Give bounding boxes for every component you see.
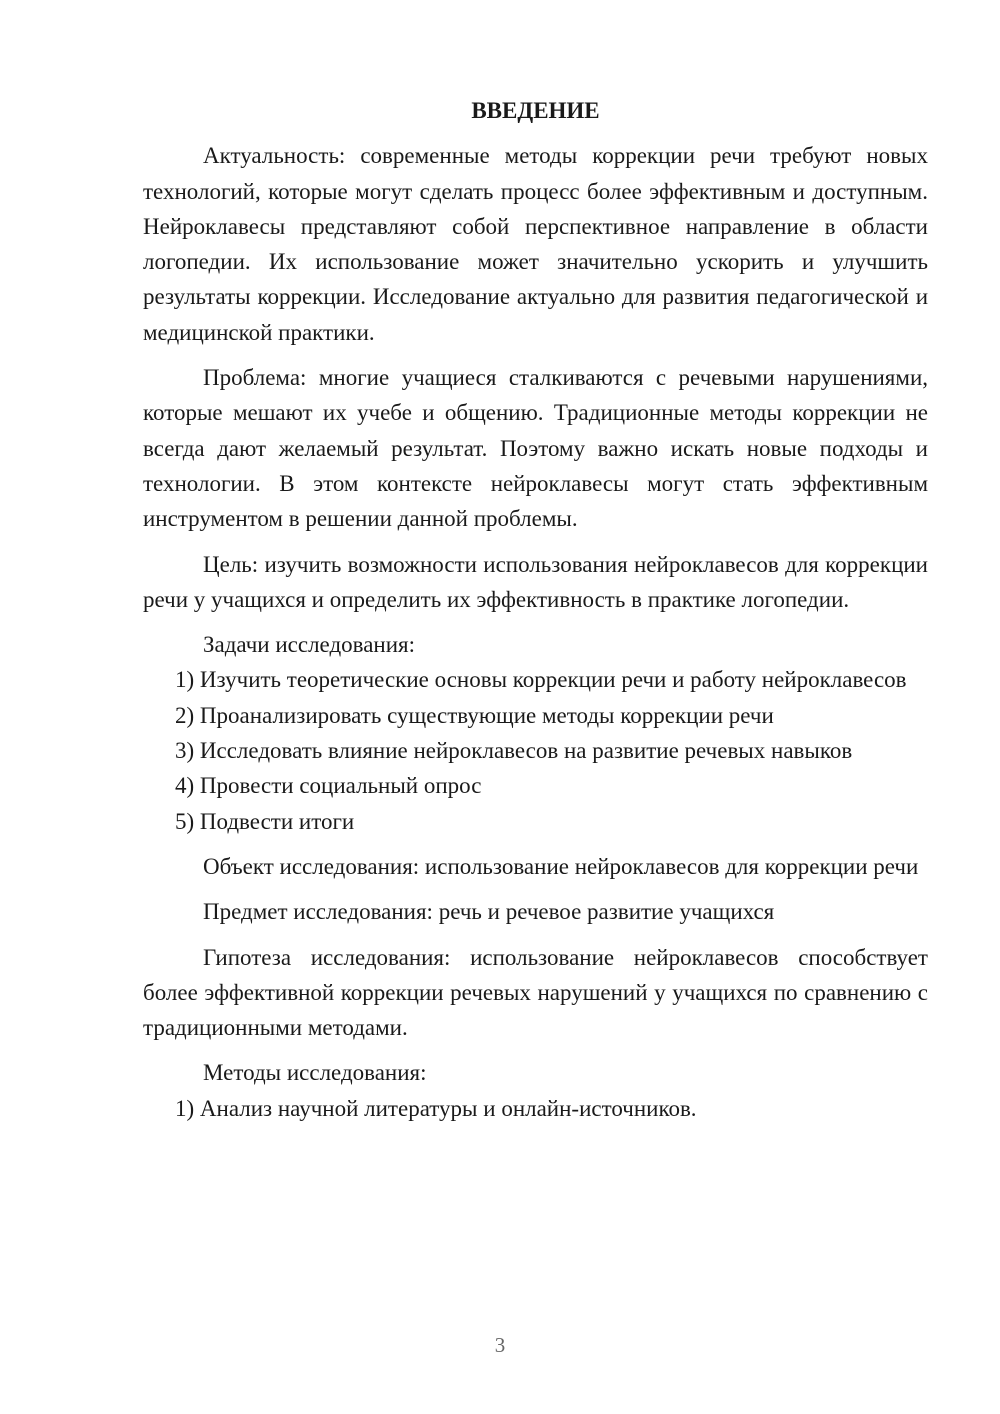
task-item-2: 2) Проанализировать существующие методы коррекции речи [175, 702, 774, 728]
paragraph-relevance: Актуальность: современные методы коррекции речи требуют новых технологий, которые могут сделать процесс более эффективным и доступным. Нейроклавесы представляют собой перспективное направление в области логопедии. Их использование может значительно ускорить и улучшить результаты коррекции. Исследование актуально для развития педагогической и медицинской практики. [143, 143, 928, 345]
method-item-1: 1) Анализ научной литературы и онлайн-источников. [175, 1095, 697, 1121]
paragraph-goal: Цель: изучить возможности использования нейроклавесов для коррекции речи у учащихся и определить их эффективность в практике логопедии. [143, 551, 928, 612]
tasks-heading: Задачи исследования: [203, 632, 416, 658]
task-item-3: 3) Исследовать влияние нейроклавесов на развитие речевых навыков [175, 738, 853, 764]
methods-heading: Методы исследования: [203, 1060, 427, 1086]
page-content [143, 93, 928, 1126]
page-number: 3 [494, 1333, 506, 1357]
page-title: ВВЕДЕНИЕ [471, 98, 600, 123]
paragraph-object: Объект исследования: использование нейроклавесов для коррекции речи [203, 853, 919, 879]
task-item-4: 4) Провести социальный опрос [175, 773, 482, 799]
paragraph-problem: Проблема: многие учащиеся сталкиваются с речевыми нарушениями, которые мешают их учебе и общению. Традиционные методы коррекции не всегда дают желаемый результат. Поэтому важно искать новые подходы и технологии. В этом контексте нейроклавесы могут стать эффективным инструментом в решении данной проблемы. [143, 365, 928, 532]
task-item-1: 1) Изучить теоретические основы коррекции речи и работу нейроклавесов [175, 667, 907, 693]
paragraph-subject: Предмет исследования: речь и речевое развитие учащихся [203, 899, 775, 925]
task-item-5: 5) Подвести итоги [175, 808, 355, 834]
paragraph-hypothesis: Гипотеза исследования: использование нейроклавесов способствует более эффективной коррекции речевых нарушений у учащихся по сравнению с традиционными методами. [143, 944, 928, 1041]
